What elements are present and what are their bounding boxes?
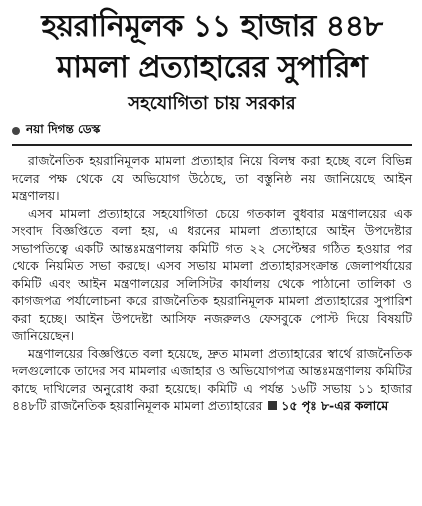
article-body [12, 152, 412, 415]
divider [12, 144, 412, 146]
headline-line-2: মামলা প্রত্যাহারের সুপারিশ [56, 50, 368, 85]
paragraph [12, 345, 412, 415]
continuation-note: ১৫ পৃঃ ৮-এর কলামে [281, 398, 389, 413]
byline-text: নয়া দিগন্ত ডেস্ক [26, 122, 101, 136]
subheadline: সহযোগিতা চায় সরকার [128, 93, 296, 114]
paragraph: এসব মামলা প্রত্যাহারে সহযোগিতা চেয়ে গতকাল বুধবার মন্ত্রণালয়ের এক সংবাদ বিজ্ঞপ্তিতে বলা হয়, এ ধরনের মামলা প্রত্যাহারে আইন উপদেষ্টার সভাপতিত্বে একটি আন্তঃমন্ত্রণালয় কমিটি গত ২২ সেপ্টেম্বর গঠিত হওয়ার পর থেকে নিয়মিত সভা করছে। এসব সভায় মামলা প্রত্যাহারসংক্রান্ত জেলাপর্যায়ের কমিটি এবং আইন মন্ত্রণালয়ের সলিসিটর কার্যালয় থেকে পাঠানো তালিকা ও কাগজপত্র পর্যালোচনা করে রাজনৈতিক হয়রানিমূলক মামলা প্রত্যাহারের সুপারিশ করা হচ্ছে। আইন উপদেষ্টা আসিফ নজরুলও ফেসবুকে পোস্ট দিয়ে বিষয়টি জানিয়েছেন। [12, 205, 412, 343]
paragraph-text: মন্ত্রণালয়ের বিজ্ঞপ্তিতে বলা হয়েছে, দ্রুত মামলা প্রত্যাহারের স্বার্থে রাজনৈতিক দলগুলোকে তাদের সব মামলার এজাহার ও অভিযোগপত্র আন্তঃমন্ত্রণালয় কমিটির কাছে দাখিলের অনুরোধ করা হয়েছে। কমিটি এ পর্যন্ত ১৬টি সভায় ১১ হাজার ৪৪৮টি রাজনৈতিক হয়রানিমূলক মামলা প্রত্যাহারের [12, 345, 412, 413]
byline [12, 122, 412, 140]
bullet-icon [12, 127, 20, 135]
square-icon [268, 401, 277, 410]
headline-line-1: হয়রানিমূলক ১১ হাজার ৪৪৮ [41, 9, 383, 44]
paragraph: রাজনৈতিক হয়রানিমূলক মামলা প্রত্যাহার নিয়ে বিলম্ব করা হচ্ছে বলে বিভিন্ন দলের পক্ষ থেকে যে অভিযোগ উঠেছে, তা বস্তুনিষ্ঠ নয় জানিয়েছে আইন মন্ত্রণালয়। [12, 153, 412, 203]
